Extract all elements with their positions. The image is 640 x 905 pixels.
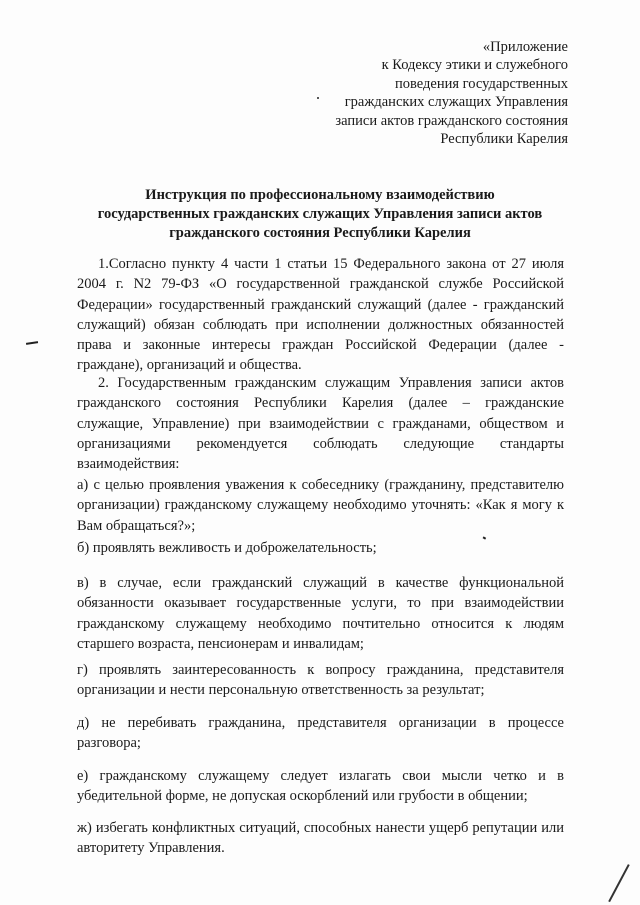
margin-mark bbox=[26, 341, 38, 344]
list-item-c: в) в случае, если гражданский служащий в качестве функциональной обязанности оказывает государственные услуги, то при взаимодействии гражданскому служащему необходимо почтительно относится к людям старшего возраста, пенсионерам и инвалидам; bbox=[77, 575, 564, 652]
list-item-a: а) с целью проявления уважения к собеседнику (гражданину, представителю организации) гражданскому служащему необходимо уточнять: «Как я могу к Вам обращаться?»; bbox=[77, 477, 564, 534]
paragraph-1: 1.Согласно пункту 4 части 1 статьи 15 Федерального закона от 27 июля 2004 г. N2 79-ФЗ «О государственной гражданской службе Российской Федерации» государственный гражданский служащий (далее - гражданский служащий) обязан соблюдать при исполнении должностных обязанностей права и законные интересы граждан Российской Федерации (далее - граждане), организаций и общества. bbox=[77, 256, 564, 374]
pen-stroke bbox=[608, 864, 629, 902]
list-item-g: ж) избегать конфликтных ситуаций, способных нанести ущерб репутации или авторитету Управления. bbox=[77, 820, 564, 857]
list-item-b: б) проявлять вежливость и доброжелательность; bbox=[77, 540, 377, 556]
appendix-line: поведения государственных bbox=[395, 75, 568, 92]
list-item-f: е) гражданскому служащему следует излагать свои мысли четко и в убедительной форме, не допуская оскорблений или грубости в общении; bbox=[77, 768, 564, 805]
appendix-line: гражданских служащих Управления bbox=[344, 94, 568, 111]
appendix-line: «Приложение bbox=[482, 39, 568, 55]
appendix-line: к Кодексу этики и служебного bbox=[381, 57, 568, 74]
title-line: Инструкция по профессиональному взаимодействию bbox=[145, 187, 495, 203]
list-item-e: д) не перебивать гражданина, представителя организации в процессе разговора; bbox=[77, 715, 564, 752]
paragraph-2: 2. Государственным гражданским служащим Управления записи актов гражданского состояния Республики Карелия (далее – гражданские служащие, Управление) при взаимодействии с гражданами, обществом и организациями рекомендуется соблюдать следующие стандарты взаимодействия: bbox=[77, 375, 564, 473]
list-item-d: г) проявлять заинтересованность к вопросу гражданина, представителя организации и нести персональную ответственность за результат; bbox=[77, 662, 564, 699]
title-line: гражданского состояния Республики Карелия bbox=[169, 225, 471, 241]
appendix-line: Республики Карелия bbox=[440, 131, 568, 148]
title-line: государственных гражданских служащих Управления записи актов bbox=[97, 206, 543, 222]
appendix-header bbox=[268, 38, 568, 148]
document-title bbox=[70, 186, 570, 243]
appendix-line: записи актов гражданского состояния bbox=[335, 112, 568, 129]
scan-speck bbox=[317, 97, 319, 99]
